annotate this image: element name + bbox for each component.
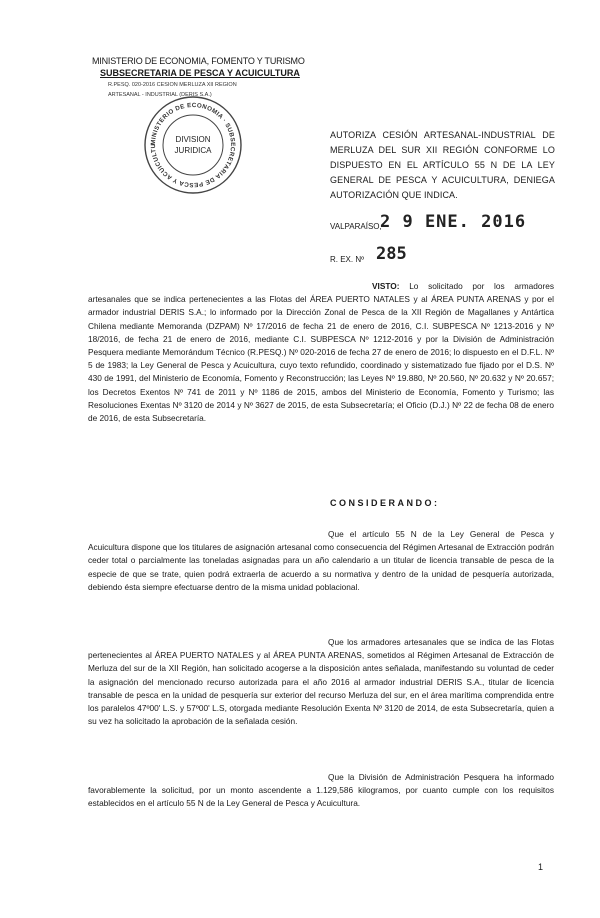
considerando-heading: CONSIDERANDO: [330,498,440,508]
ministry-name: MINISTERIO DE ECONOMIA, FOMENTO Y TURISMO [92,56,305,66]
stamp-seal [142,94,244,196]
resolution-title: AUTORIZA CESIÓN ARTESANAL-INDUSTRIAL DE MERLUZA DEL SUR XII REGIÓN CONFORME LO DISPUESTO EN EL ARTÍCULO 55 N DE LA LEY GENERAL DE PESCA Y ACUICULTURA, DENIEGA AUTORIZACIÓN QUE INDICA. [330,130,555,200]
visto-paragraph [88,280,554,425]
reference-line-2: ARTESANAL - INDUSTRIAL (DERIS S.A.) [108,92,212,98]
date-stamp: 2 9 ENE. 2016 [380,212,527,232]
stamp-line-2: JURIDICA [174,146,212,155]
subsecretaria-name: SUBSECRETARIA DE PESCA Y ACUICULTURA [100,68,300,78]
rex-number: 285 [376,244,407,264]
place-label: VALPARAÍSO, [330,222,382,231]
visto-text: Lo solicitado por los armadores artesanales que se indica pertenecientes a las Flotas del ÁREA PUERTO NATALES y al ÁREA PUNTA ARENAS y por el armador industrial DERIS S.A.; lo informado por la Dirección Zonal de Pesca de la XII Región de Magallanes y Antártica Chilena mediante Memoranda (DZPAM) Nº 17/2016 de fecha 21 de enero de 2016, C.I. SUBPESCA Nº 1213-2016 y Nº 18/2016, de fecha 21 de enero de 2016, mediante C.I. SUBPESCA Nº 1212-2016 y por la División de Administración Pesquera mediante Memorándum Técnico (R.PESQ.) Nº 020-2016 de fecha 27 de enero de 2016; lo dispuesto en el D.F.L. Nº 5 de 1983; la Ley General de Pesca y Acuicultura, cuyo texto refundido, coordinado y sistematizado fue fijado por el D.S. Nº 430 de 1991, del Ministerio de Economía, Fomento y Reconstrucción; las Leyes Nº 19.880, Nº 20.560, Nº 20.632 y Nº 20.657; los Decretos Exentos Nº 741 de 2011 y Nº 1186 de 2015, ambos del Ministerio de Economía, Fomento y Turismo; las Resoluciones Exentas Nº 3120 de 2014 y Nº 3627 de 2015, de esta Subsecretaría; el Oficio (D.J.) Nº 22 de fecha 08 de enero de 2016, de esta Subsecretaría. [88,281,554,424]
page-number: 1 [538,862,544,872]
considerando-paragraph-2: Que los armadores artesanales que se indica de las Flotas pertenecientes al ÁREA PUERTO NATALES y al ÁREA PUNTA ARENAS, sometidos al Régimen Artesanal de Extracción de Merluza del sur de la XII Región, han solicitado acogerse a la disposición antes señalada, manifestando su voluntad de ceder la asignación del mencionado recurso autorizada para el año 2016 al armador industrial DERIS S.A., titular de licencia transable de pesca en la unidad de pesquería sur exterior del recurso Merluza del sur, en el área marítima comprendida entre los paralelos 47º00' L.S. y 57º00' L.S, otorgada mediante Resolución Exenta Nº 3120 de 2014, de esta Subsecretaría, quien a su vez ha solicitado la aprobación de la señalada cesión. [88,637,554,727]
considerando-paragraph-3: Que la División de Administración Pesquera ha informado favorablemente la solicitud, por un monto ascendente a 1.129,586 kilogramos, por cuanto cumple con los requisitos establecidos en el artículo 55 N de la Ley General de Pesca y Acuicultura. [88,772,554,809]
reference-line-1: R.PESQ. 020-2016 CESION MERLUZA XII REGION [108,82,237,88]
visto-label: VISTO: [372,281,400,291]
stamp-ring-text: MINISTERIO DE ECONOMIA · SUBSECRETARIA DE PESCA Y ACUICULTU [149,101,237,189]
stamp-line-1: DIVISION [175,135,211,144]
division-juridica-stamp [142,94,244,196]
rex-label: R. EX. Nº [330,255,365,264]
considerando-paragraph-1: Que el artículo 55 N de la Ley General de Pesca y Acuicultura dispone que los titulares de asignación artesanal como consecuencia del Régimen Artesanal de Extracción podrán ceder total o parcialmente las toneladas asignadas para un año calendario a un titular de licencia transable de pesca de la especie de que se trate, quien podrá extraerla de acuerdo a su normativa y dentro de la unidad de pesquería autorizada, debiendo ésta siempre efectuarse dentro de la misma unidad poblacional. [88,529,554,592]
